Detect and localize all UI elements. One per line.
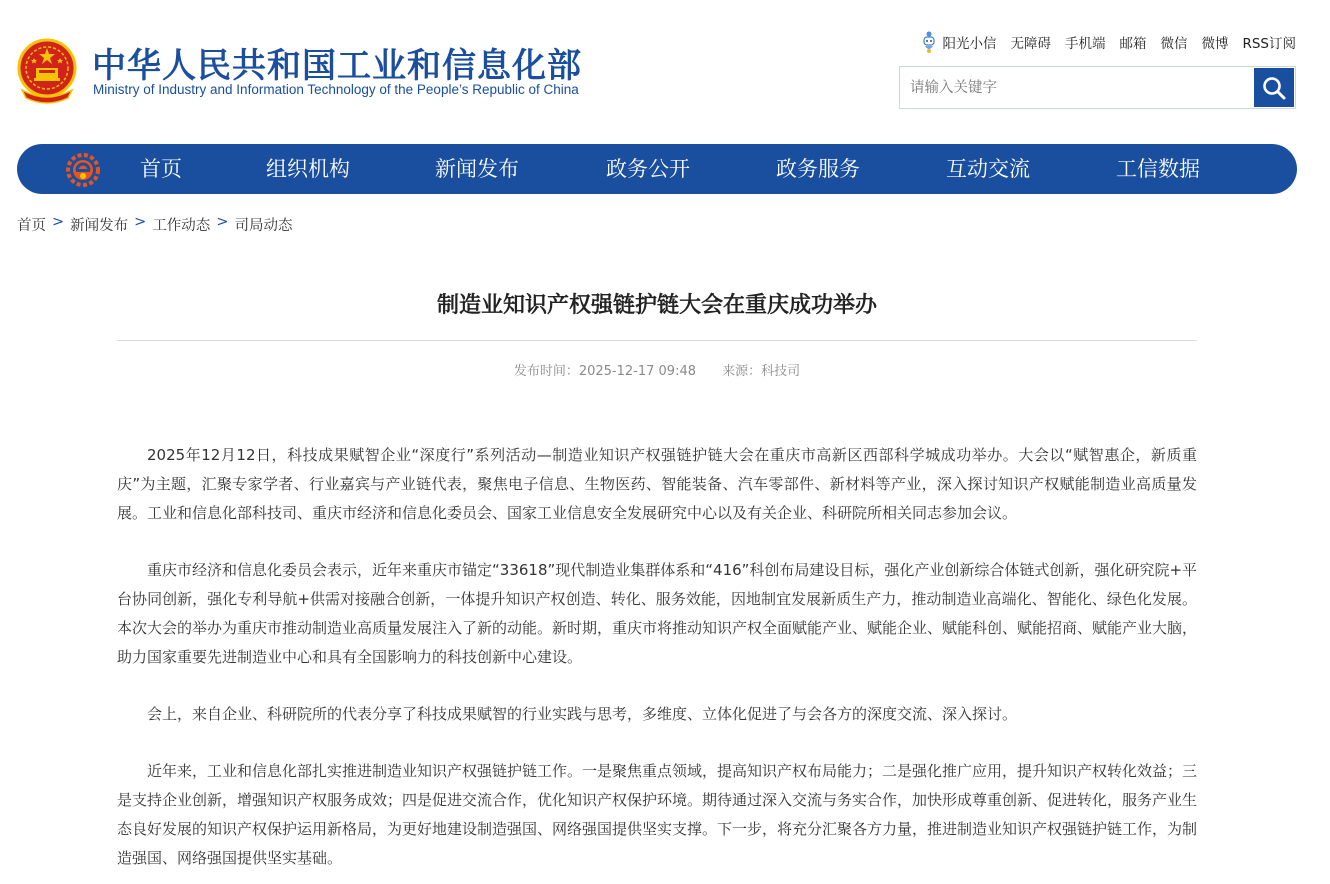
- breadcrumb-home[interactable]: 首页: [17, 218, 46, 234]
- mailbox-link[interactable]: 邮箱: [1119, 36, 1147, 52]
- breadcrumb-separator: >: [134, 214, 147, 230]
- breadcrumb-news[interactable]: 新闻发布: [70, 218, 129, 234]
- article-source: 来源：科技司: [722, 364, 801, 379]
- national-emblem-icon: [16, 38, 78, 104]
- article-paragraph: 重庆市经济和信息化委员会表示，近年来重庆市锚定“33618”现代制造业集群体系和“416”科创布局建设目标，强化产业创新综合体链式创新，强化研究院+平台协同创新，强化专利导航+供需对接融合创新，一体提升知识产权创造、转化、服务效能，因地制宜发展新质生产力，推动制造业高端化、智能化、绿色化发展。本次大会的举办为重庆市推动制造业高质量发展注入了新的动能。新时期，重庆市将推动知识产权全面赋能产业、赋能企业、赋能科创、赋能招商、赋能产业大脑，助力国家重要先进制造业中心和具有全国影响力的科技创新中心建设。: [117, 561, 1198, 666]
- robot-icon: [920, 30, 938, 54]
- rss-link[interactable]: RSS订阅: [1242, 36, 1296, 52]
- article-paragraph: 2025年12月12日，科技成果赋智企业“深度行”系列活动—制造业知识产权强链护链大会在重庆市高新区西部科学城成功举办。大会以“赋智惠企，新质重庆”为主题，汇聚专家学者、行业嘉宾与产业链代表，聚焦电子信息、生物医药、智能装备、汽车零部件、新材料等产业，深入探讨知识产权赋能制造业高质量发展。工业和信息化部科技司、重庆市经济和信息化委员会、国家工业信息安全发展研究中心以及有关企业、科研院所相关同志参加会议。: [117, 446, 1197, 522]
- publish-time: 发布时间：2025-12-17 09:48: [513, 364, 696, 379]
- nav-interaction[interactable]: 互动交流: [946, 157, 1030, 181]
- search-box: [899, 66, 1296, 109]
- weibo-link[interactable]: 微博: [1201, 36, 1229, 52]
- article-title: 制造业知识产权强链护链大会在重庆成功举办: [436, 293, 877, 318]
- article-body: [117, 441, 1197, 884]
- breadcrumb-separator: >: [52, 214, 65, 230]
- miit-logo-icon: [65, 152, 101, 188]
- site-title: 中华人民共和国工业和信息化部: [92, 46, 582, 86]
- breadcrumb-work-news[interactable]: 工作动态: [152, 218, 211, 234]
- top-links: [920, 30, 1296, 54]
- breadcrumb-department-news[interactable]: 司局动态: [234, 218, 293, 234]
- site-title-english: Ministry of Industry and Information Technology of the People’s Republic of China: [93, 82, 579, 97]
- mobile-link[interactable]: 手机端: [1064, 36, 1106, 52]
- nav-data[interactable]: 工信数据: [1116, 157, 1200, 181]
- wechat-link[interactable]: 微信: [1160, 36, 1188, 52]
- sunshine-label: 阳光小信: [942, 36, 997, 52]
- main-nav: [17, 144, 1297, 194]
- article-meta: [117, 360, 1197, 379]
- breadcrumb: [17, 214, 292, 235]
- sunshine-link[interactable]: [920, 30, 996, 54]
- nav-news[interactable]: 新闻发布: [435, 157, 519, 181]
- search-input[interactable]: [900, 67, 1253, 108]
- nav-government-affairs[interactable]: 政务公开: [606, 157, 690, 181]
- article-paragraph: 近年来，工业和信息化部扎实推进制造业知识产权强链护链工作。一是聚焦重点领域，提高知识产权布局能力；二是强化推广应用，提升知识产权转化效益；三是支持企业创新，增强知识产权服务成效；四是促进交流合作，优化知识产权保护环境。期待通过深入交流与务实合作，加快形成尊重创新、促进转化，服务产业生态良好发展的知识产权保护运用新格局，为更好地建设制造强国、网络强国提供坚实支撑。下一步，将充分汇聚各方力量，推进制造业知识产权强链护链工作，为制造强国、网络强国提供坚实基础。: [117, 762, 1198, 867]
- nav-organization[interactable]: 组织机构: [266, 157, 350, 181]
- search-icon: [1261, 75, 1287, 101]
- accessibility-link[interactable]: 无障碍: [1010, 36, 1051, 52]
- search-button[interactable]: [1254, 68, 1294, 107]
- breadcrumb-separator: >: [216, 214, 229, 230]
- title-divider: [117, 340, 1197, 341]
- article-paragraph: 会上，来自企业、科研院所的代表分享了科技成果赋智的行业实践与思考，多维度、立体化促进了与会各方的深度交流、深入探讨。: [147, 705, 1018, 723]
- nav-government-services[interactable]: 政务服务: [776, 157, 860, 181]
- nav-home[interactable]: 首页: [140, 157, 182, 181]
